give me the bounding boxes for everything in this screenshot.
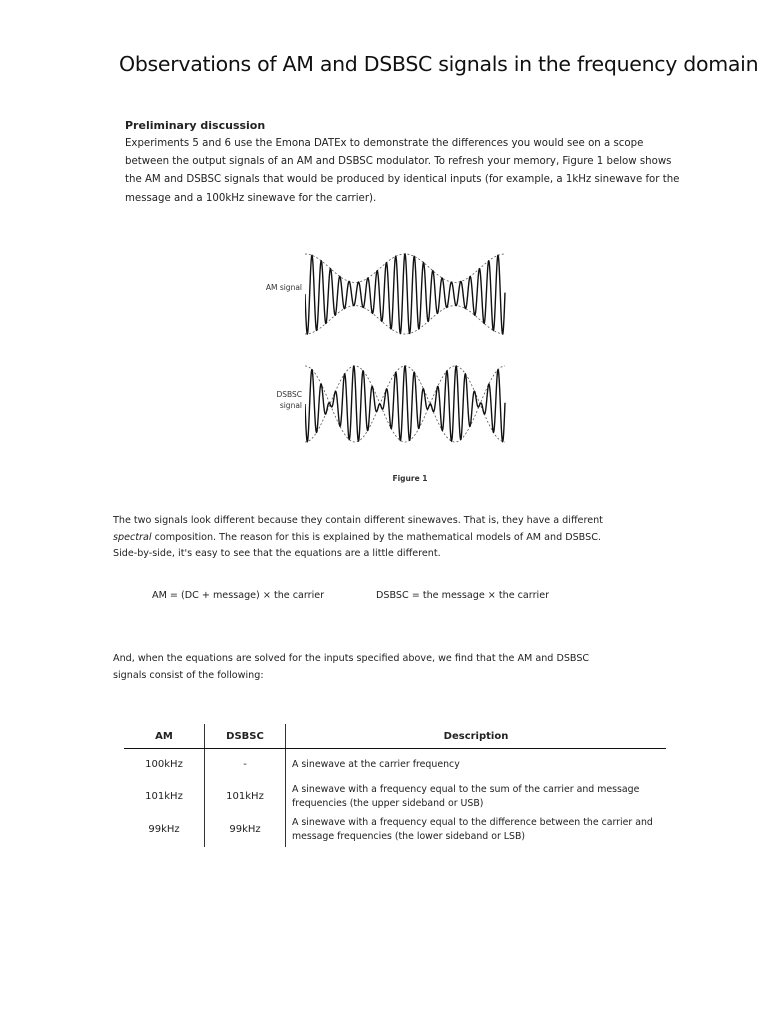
intro-paragraph: Experiments 5 and 6 use the Emona DATEx to demonstrate the differences you would see on a scope between the output signals of an AM and DSBSC modulator. To refresh your memory, Figure 1 below shows the AM and DSBSC signals that would be produced by identical inputs (for example, a 1kHz sinewave for the message and a 100kHz sinewave for the carrier). xyxy=(125,138,680,204)
cell-description: A sinewave at the carrier frequency xyxy=(292,758,460,770)
section-heading: Preliminary discussion xyxy=(125,119,266,132)
spectral-text-before: The two signals look different because they contain different sinewaves. That is, they have a different xyxy=(113,515,603,526)
table-header-row xyxy=(124,724,666,749)
spectral-paragraph xyxy=(113,513,613,563)
cell-am: 100kHz xyxy=(124,749,205,781)
cell-dsbsc: 99kHz xyxy=(205,814,286,847)
cell-description: A sinewave with a frequency equal to the difference between the carrier and message frequencies (the lower sideband or LSB) xyxy=(292,816,653,842)
solution-paragraph: And, when the equations are solved for the inputs specified above, we find that the AM and DSBSC signals consist of the following: xyxy=(113,653,590,681)
am-lower-envelope xyxy=(305,306,505,334)
dsbsc-signal-label xyxy=(262,389,302,411)
table-row xyxy=(124,814,666,847)
page-title: Observations of AM and DSBSC signals in the frequency domain xyxy=(119,52,759,76)
dsbsc-label-line1: DSBSC xyxy=(276,390,302,399)
dsbsc-carrier-wave xyxy=(305,366,505,442)
cell-dsbsc: 101kHz xyxy=(205,781,286,814)
cell-am: 101kHz xyxy=(124,781,205,814)
am-signal-label: AM signal xyxy=(265,283,302,292)
dsbsc-label-line2: signal xyxy=(279,401,302,410)
dsbsc-signal-waveform xyxy=(305,362,510,446)
figure-caption: Figure 1 xyxy=(392,474,428,483)
dsbsc-lower-envelope xyxy=(305,366,505,442)
cell-am: 99kHz xyxy=(124,814,205,847)
table-row xyxy=(124,781,666,814)
dsbsc-equation: DSBSC = the message × the carrier xyxy=(376,590,550,601)
header-dsbsc: DSBSC xyxy=(205,724,286,749)
dsbsc-upper-envelope xyxy=(305,366,505,442)
header-description: Description xyxy=(286,724,667,749)
am-equation: AM = (DC + message) × the carrier xyxy=(152,590,325,601)
header-am: AM xyxy=(124,724,205,749)
frequency-components-table xyxy=(124,724,666,847)
cell-description: A sinewave with a frequency equal to the sum of the carrier and message frequencies (the upper sideband or USB) xyxy=(292,783,640,809)
spectral-text-after: composition. The reason for this is explained by the mathematical models of AM and DSBSC. Side-by-side, it's easy to see that the equations are a little different. xyxy=(113,531,601,559)
am-signal-waveform xyxy=(305,248,510,340)
table-row xyxy=(124,749,666,781)
spectral-emphasis: spectral xyxy=(113,531,152,543)
cell-dsbsc: - xyxy=(205,749,286,781)
am-carrier-wave xyxy=(305,254,505,334)
